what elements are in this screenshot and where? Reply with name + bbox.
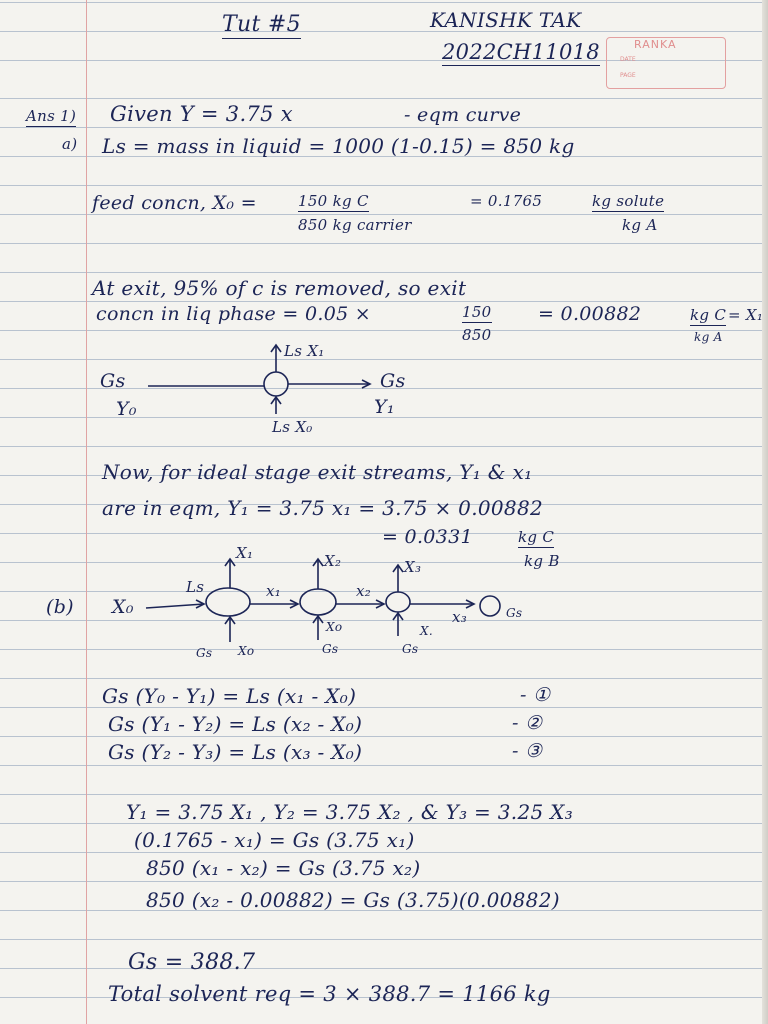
exit-unit-numerator: kg C	[690, 306, 727, 324]
exit-numerator: 150	[462, 303, 492, 321]
balance-equation-2: Gs (Y₁ - Y₂) = Ls (x₂ - X₀)	[108, 712, 363, 736]
diagram-b-x1-mid: x₁	[266, 582, 282, 600]
roll-number: 2022CH11018	[442, 40, 600, 64]
exit-conc-line: concn in liq phase = 0.05 ×	[96, 303, 372, 325]
diagram-b-xo-3: X.	[420, 624, 433, 638]
diagram-b-x0: X₀	[112, 596, 134, 618]
feed-label: feed concn, X₀ =	[92, 192, 257, 214]
balance-equation-2-tag: - ②	[512, 712, 543, 734]
exit-unit-denominator: kg A	[694, 330, 723, 344]
notebook-brand-name: RANKA	[634, 38, 677, 51]
diagram-b-x2-mid: x₂	[356, 582, 372, 600]
diagram-b-gs-out: Gs	[506, 606, 523, 620]
stage-2-equation: 850 (x₁ - x₂) = Gs (3.75 x₂)	[146, 856, 421, 880]
ls-line: Ls = mass in liquid = 1000 (1-0.15) = 850 kg	[102, 134, 575, 158]
feed-value: = 0.1765	[470, 192, 543, 210]
diagram-a-top-label: Ls X₁	[284, 342, 325, 360]
gs-result: Gs = 388.7	[128, 950, 256, 975]
diagram-a-gs-in: Gs	[100, 370, 126, 392]
diagram-b-x3-mid: x₃	[452, 608, 468, 626]
feed-numerator: 150 kg C	[298, 192, 369, 210]
ideal-stage-unit-denominator: kg B	[524, 552, 560, 570]
diagram-a-y1: Y₁	[374, 396, 395, 418]
exit-denominator: 850	[462, 326, 492, 344]
brand-page-label: PAGE	[620, 72, 636, 79]
diagram-a-gs-out: Gs	[380, 370, 406, 392]
exit-statement: At exit, 95% of c is removed, so exit	[92, 276, 467, 300]
stage-1-equation: (0.1765 - x₁) = Gs (3.75 x₁)	[134, 828, 415, 852]
diagram-b-x1-top: X₁	[236, 544, 254, 562]
balance-equation-1: Gs (Y₀ - Y₁) = Ls (x₁ - X₀)	[102, 684, 357, 708]
balance-equation-1-tag: - ①	[520, 684, 551, 706]
diagram-b-gs-2: Gs	[322, 642, 339, 656]
total-solvent-result: Total solvent req = 3 × 388.7 = 1166 kg	[108, 982, 551, 1006]
exit-value: = 0.00882	[538, 303, 642, 325]
page-title: Tut #5	[222, 12, 301, 37]
ideal-stage-line1: Now, for ideal stage exit streams, Y₁ & x₁	[102, 460, 533, 484]
part-a-label: a)	[62, 135, 78, 153]
feed-unit-numerator: kg solute	[592, 192, 665, 210]
ideal-stage-line2: are in eqm, Y₁ = 3.75 x₁ = 3.75 × 0.00882	[102, 496, 543, 520]
ideal-stage-result: = 0.0331	[382, 526, 473, 548]
equilibrium-relations: Y₁ = 3.75 X₁ , Y₂ = 3.75 X₂ , & Y₃ = 3.25 X₃	[126, 800, 574, 824]
balance-equation-3: Gs (Y₂ - Y₃) = Ls (x₃ - X₀)	[108, 740, 363, 764]
diagram-b-xo-2: Xo	[326, 620, 343, 634]
diagram-b-xo-1: Xo	[238, 644, 255, 658]
feed-denominator: 850 kg carrier	[298, 216, 412, 234]
diagram-b-x2-top: X₂	[324, 552, 342, 570]
exit-symbol: = X₁	[728, 306, 764, 324]
diagram-b-gs-1: Gs	[196, 646, 213, 660]
balance-equation-3-tag: - ③	[512, 740, 543, 762]
author-name: KANISHK TAK	[430, 8, 582, 32]
stage-3-equation: 850 (x₂ - 0.00882) = Gs (3.75)(0.00882)	[146, 888, 560, 912]
diagram-b-x3-top: X₃	[404, 558, 422, 576]
brand-date-label: DATE	[620, 56, 636, 63]
diagram-a-bottom-label: Ls X₀	[272, 418, 313, 436]
eqm-note: - eqm curve	[404, 104, 522, 126]
part-b-label: (b)	[46, 596, 74, 618]
answer-label: Ans 1)	[26, 107, 77, 125]
diagram-b-ls: Ls	[186, 578, 205, 596]
given-equation: Given Y = 3.75 x	[110, 102, 293, 126]
diagram-a-y0: Y₀	[116, 398, 137, 420]
ideal-stage-unit-numerator: kg C	[518, 528, 555, 546]
feed-unit-denominator: kg A	[622, 216, 658, 234]
diagram-b-gs-3: Gs	[402, 642, 419, 656]
